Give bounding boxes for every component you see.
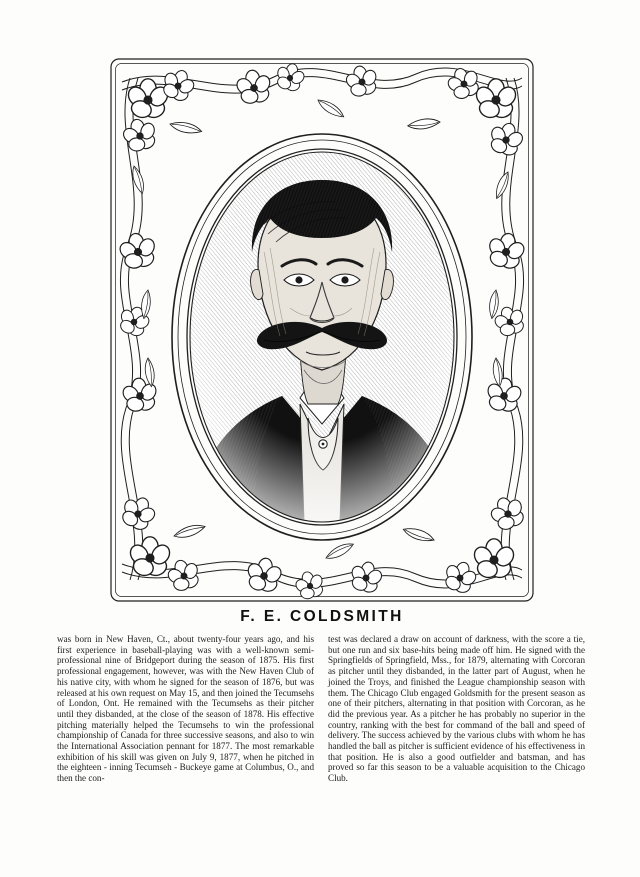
portrait-caption: F. E. COLDSMITH <box>240 608 404 625</box>
bio-column-left: was born in New Haven, Ct., about twenty-four years ago, and his first experience in baseball-playing was with a well-known semi-professional nine of Bridgeport during the season of 1875. His first professional engagement, however, was with the New Haven Club of his native city, with whom he signed for the season of 1876, but was released at his own request on May 15, and then joined the Tecumsehs of London, Ont. He remained with the Tecumsehs as their pitcher until they disbanded, at the close of the season of 1878. His effective pitching materially helped the Tecumsehs to win the professional championship of Canada for three successive seasons, and also to win the International Association pennant for 1877. The most remarkable exhibition of his skill was given on July 9, 1877, when he pitched in the eighteen - inning Tecumseh - Buckeye game at Columbus, O., and then the con- <box>57 634 314 784</box>
engraved-portrait-illustration <box>104 52 540 608</box>
portrait-plate <box>104 52 540 608</box>
bio-column-right: test was declared a draw on account of darkness, with the score a tie, but one run and six base-hits being made off him. He signed with the Springfields of Springfield, Mss., for 1879, alternating with Corcoran as pitcher until they disbanded, in the latter part of August, when he joined the Troys, and finished the League championship season with them. The Chicago Club engaged Goldsmith for the present season as one of their pitchers, alternating in that position with Corcoran, as he did the previous year. As a pitcher he has probably no superior in the country, ranking with the best for command of the ball and speed of delivery. The success achieved by the various clubs with whom he has handled the ball as pitcher is sufficient evidence of his effectiveness in that position. He is also a good outfielder and batsman, and has proved so far this season to be a valuable acquisition to the Chicago Club. <box>328 634 585 784</box>
biography-text <box>57 634 585 784</box>
